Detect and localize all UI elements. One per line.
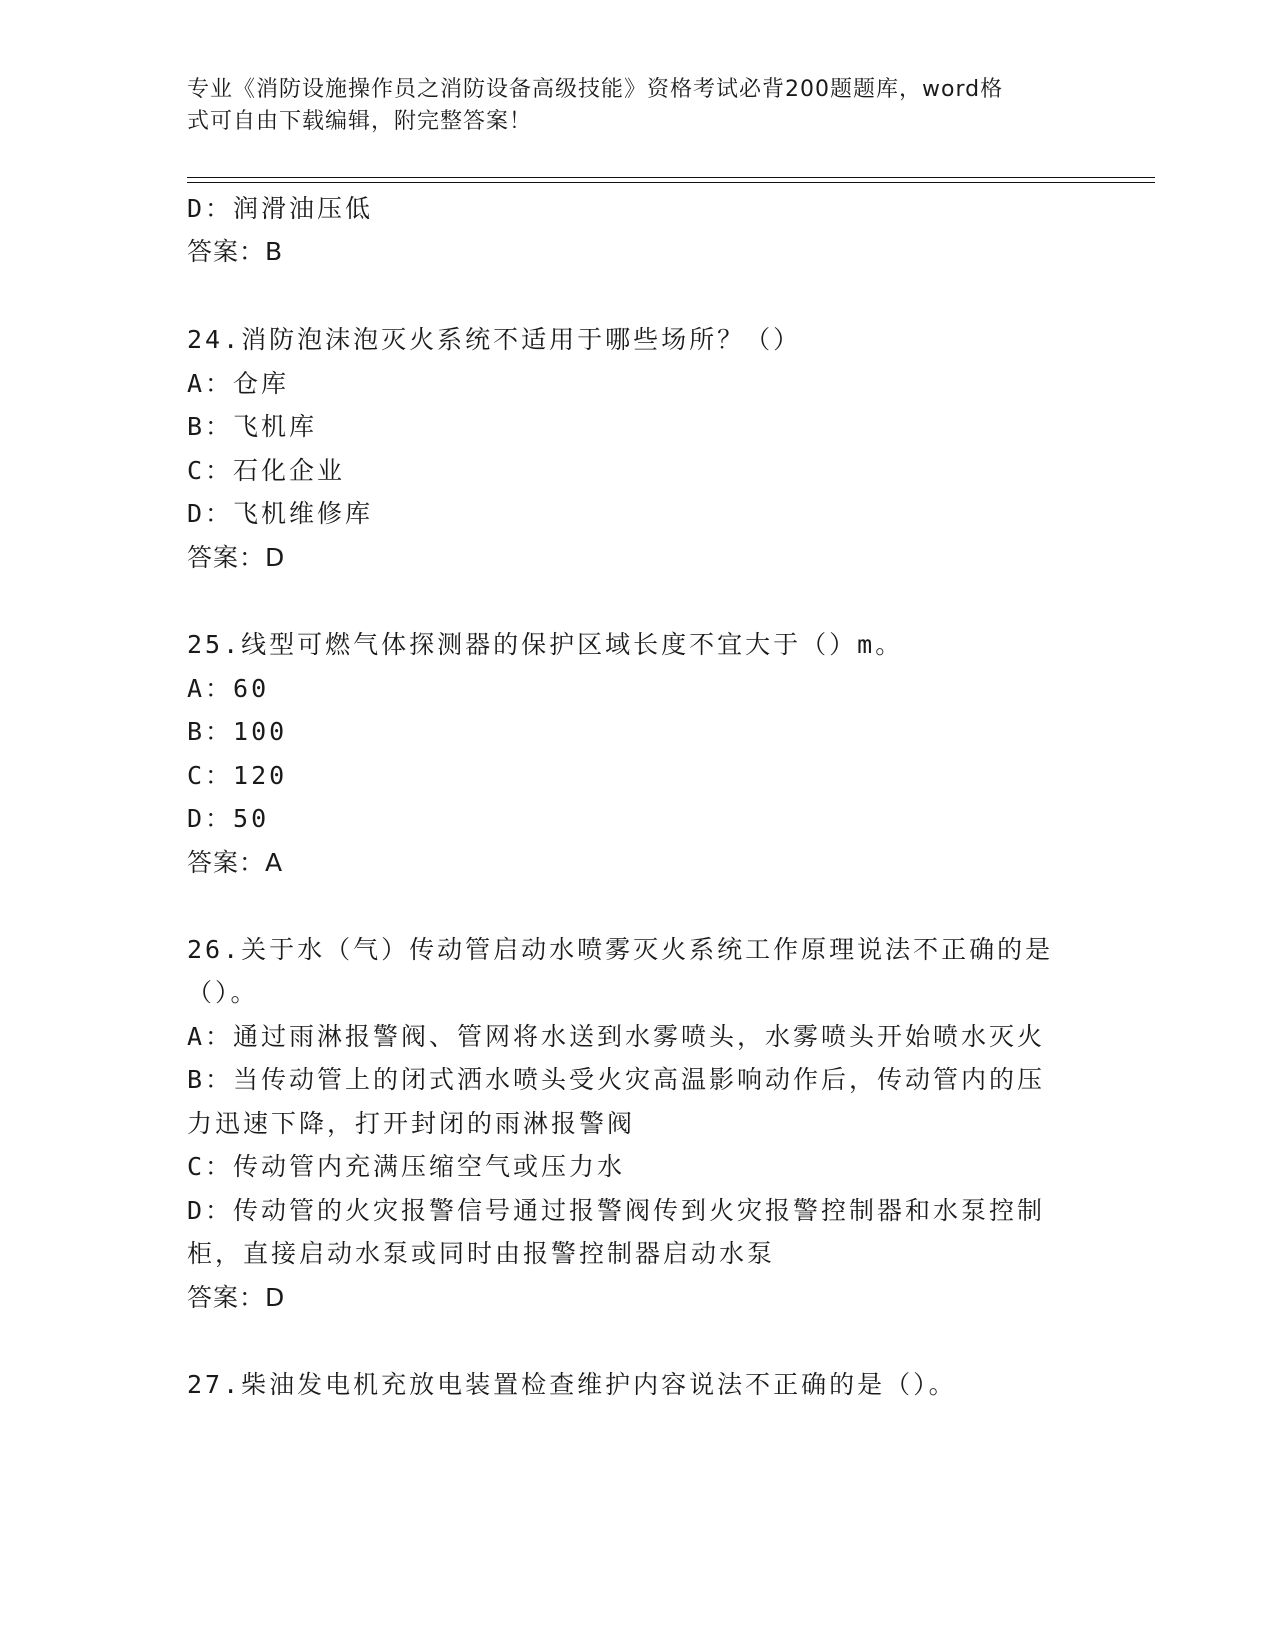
q26-option-a: A：通过雨淋报警阀、管网将水送到水雾喷头，水雾喷头开始喷水灭火 xyxy=(187,1022,1046,1051)
q26-answer: 答案：D xyxy=(187,1283,286,1312)
q25-option-d: D：50 xyxy=(187,804,270,833)
header-divider-top xyxy=(187,177,1155,178)
q24-option-d: D：飞机维修库 xyxy=(187,499,374,528)
header-divider-bottom xyxy=(187,182,1155,183)
q27-stem: 27.柴油发电机充放电装置检查维护内容说法不正确的是（）。 xyxy=(187,1370,957,1399)
prev-answer: 答案：B xyxy=(187,237,284,266)
q25-option-b: B：100 xyxy=(187,717,288,746)
q24-option-a: A：仓库 xyxy=(187,369,290,398)
q26-option-b-line-1: B：当传动管上的闭式洒水喷头受火灾高温影响动作后，传动管内的压 xyxy=(187,1065,1046,1094)
q25-option-a: A：60 xyxy=(187,674,270,703)
q24-option-b: B：飞机库 xyxy=(187,412,318,441)
q26-stem-line-1: 26.关于水（气）传动管启动水喷雾灭火系统工作原理说法不正确的是 xyxy=(187,935,1054,964)
prev-option-d: D：润滑油压低 xyxy=(187,194,374,223)
page-header xyxy=(187,74,1067,138)
q25-option-c: C：120 xyxy=(187,761,288,790)
header-line-1: 专业《消防设施操作员之消防设备高级技能》资格考试必背200题题库，word格 xyxy=(187,77,1004,102)
header-line-2: 式可自由下载编辑，附完整答案！ xyxy=(187,109,533,134)
q26-option-c: C：传动管内充满压缩空气或压力水 xyxy=(187,1152,626,1181)
q25-stem: 25.线型可燃气体探测器的保护区域长度不宜大于（）m。 xyxy=(187,630,904,659)
q24-answer: 答案：D xyxy=(187,543,286,572)
q26-option-b-line-2: 力迅速下降，打开封闭的雨淋报警阀 xyxy=(187,1109,636,1138)
q26-option-d-line-1: D：传动管的火灾报警信号通过报警阀传到火灾报警控制器和水泵控制 xyxy=(187,1196,1046,1225)
q26-stem-line-2: （）。 xyxy=(187,978,259,1007)
q24-option-c: C：石化企业 xyxy=(187,456,346,485)
q26-option-d-line-2: 柜，直接启动水泵或同时由报警控制器启动水泵 xyxy=(187,1239,776,1268)
q25-answer: 答案：A xyxy=(187,848,284,877)
q24-stem: 24.消防泡沫泡灭火系统不适用于哪些场所？（） xyxy=(187,325,802,354)
